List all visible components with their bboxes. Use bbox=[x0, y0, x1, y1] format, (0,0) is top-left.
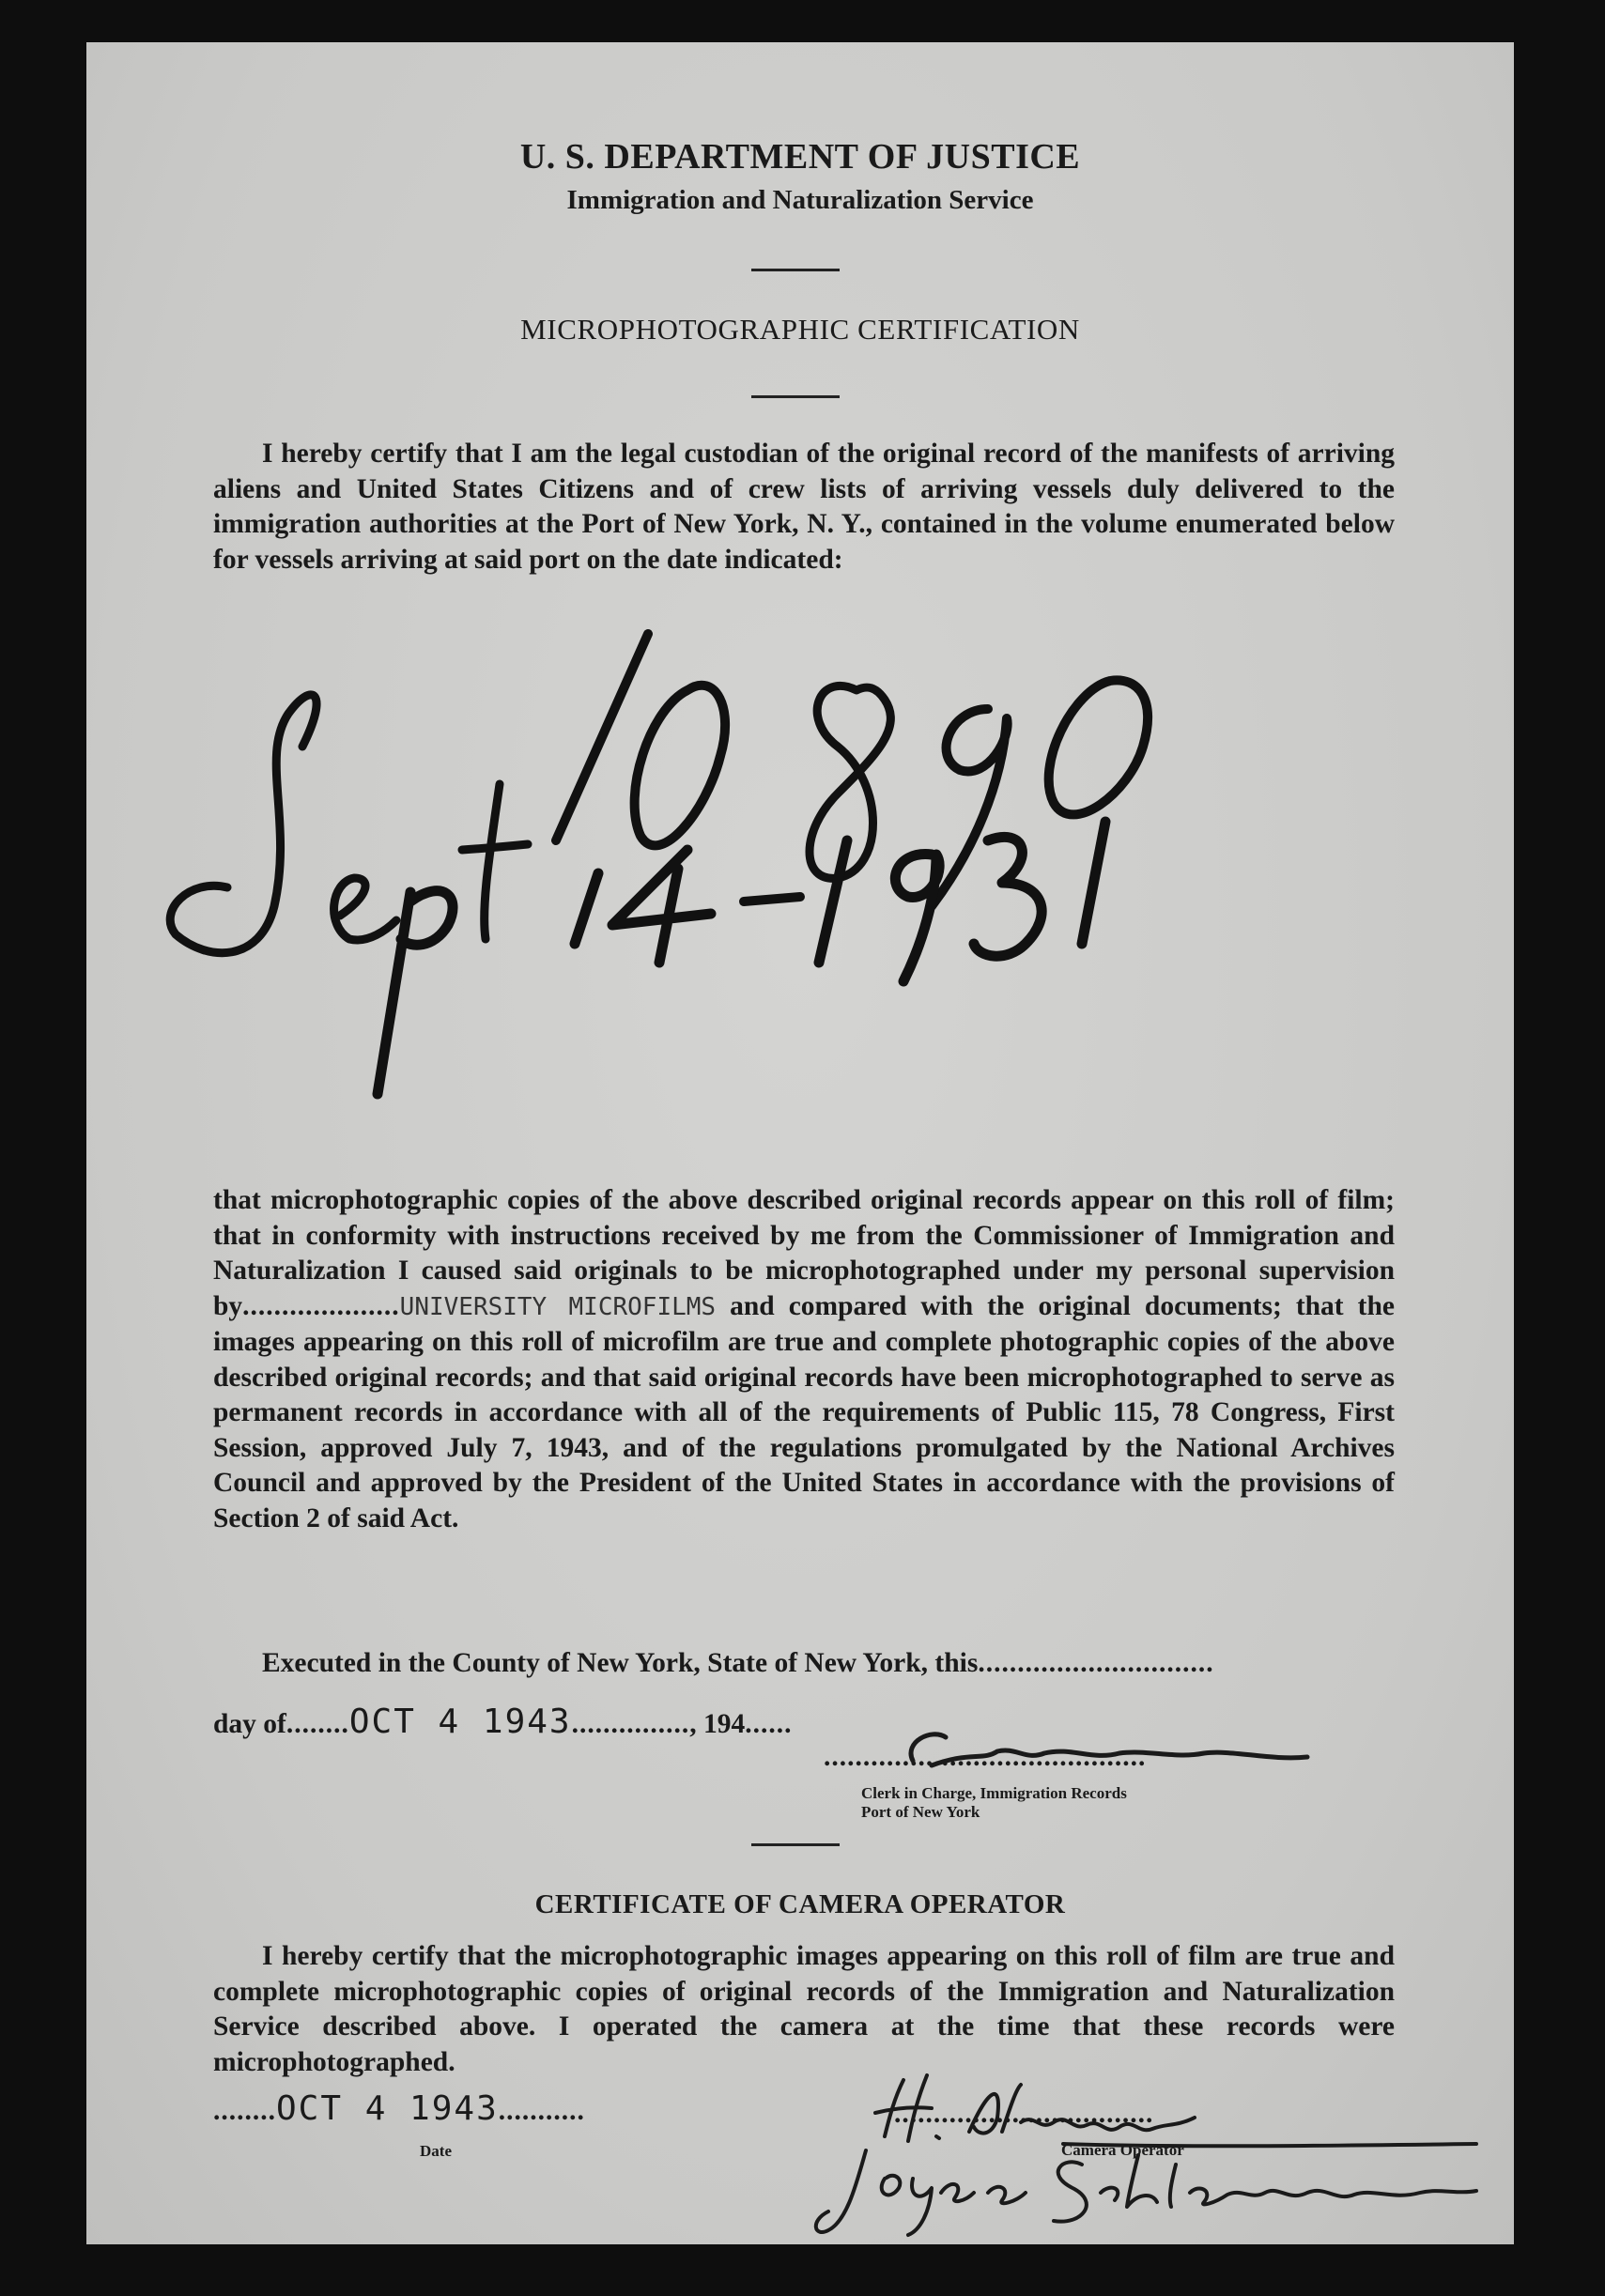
clerk-caption: Clerk in Charge, Immigration Records bbox=[861, 1784, 1127, 1802]
operator-caption: Camera Operator bbox=[1061, 2141, 1184, 2159]
divider bbox=[751, 1843, 840, 1846]
certificate-title: MICROPHOTOGRAPHIC CERTIFICATION bbox=[520, 313, 1080, 346]
custodian-paragraph: I hereby certify that I am the legal custodian of the original record of the manifests of arriving aliens and United States Citizens and of crew lists of arriving vessels duly delivered to the immigration authorities at the Port of New York, N. Y., contained in the volume enumerated below for vessels arriving at said port on the date indicated: bbox=[213, 439, 1395, 575]
date-caption: Date bbox=[420, 2142, 452, 2160]
camera-certificate-title: CERTIFICATE OF CAMERA OPERATOR bbox=[534, 1889, 1066, 1919]
clerk-port: Port of New York bbox=[861, 1803, 980, 1821]
operator-signatures bbox=[800, 2061, 1495, 2244]
divider bbox=[751, 395, 840, 398]
typed-company: UNIVERSITY MICROFILMS bbox=[399, 1292, 717, 1321]
service-subheading: Immigration and Naturalization Service bbox=[566, 185, 1034, 215]
camera-certificate-paragraph: I hereby certify that the microphotographic images appearing on this roll of film are true and complete microphotographic copies of original records of the Immigration and Naturalization Service described above. I operated the camera at the time that these records were microphotographed. bbox=[213, 1941, 1395, 2077]
divider bbox=[751, 269, 840, 271]
stamp-date-2: OCT 4 1943 bbox=[276, 2089, 499, 2128]
certificate-page bbox=[86, 42, 1514, 2244]
stamp-date-1: OCT 4 1943 bbox=[348, 1703, 572, 1741]
operator-signature-line: ................................. bbox=[894, 2099, 1154, 2129]
clerk-signature bbox=[894, 1723, 1326, 1780]
operator-date-line: ........OCT 4 1943........... bbox=[213, 2089, 585, 2128]
agency-heading: U. S. DEPARTMENT OF JUSTICE bbox=[519, 137, 1081, 177]
executed-line: Executed in the County of New York, State of New York, this.............................. bbox=[262, 1648, 1214, 1678]
day-of-line: day of........OCT 4 1943..............., 194...... bbox=[213, 1703, 793, 1741]
copies-paragraph-start: that microphotographic copies of the above described original records appear on this roll of film; that in conformity with instructions received by me from the Commissioner of Immigration and Naturalization I caused said originals to be microphotographed under my personal supervision by bbox=[213, 1185, 1395, 1321]
clerk-signature-line: ......................................... bbox=[824, 1742, 1147, 1772]
handwritten-volume-and-date bbox=[86, 568, 1514, 1188]
copies-paragraph: that microphotographic copies of the above described original records appear on this roll of film; that in conformity with instructions received by me from the Commissioner of Immigration and Naturalization I caused said originals to be microphotographed under my personal supervision by....................UNIVERSITY MICROFILMS and compared with the original documents; that the images appearing on this roll of microfilm are true and complete photographic copies of the above described original records; and that said original records have been microphotographed to serve as permanent records in accordance with all of the requirements of Public 115, 78 Congress, First Session, approved July 7, 1943, and of the regulations promulgated by the National Archives Council and approved by the President of the United States in accordance with the provisions of Section 2 of said Act. bbox=[213, 1185, 1395, 1533]
copies-paragraph-end: and compared with the original documents; that the images appearing on this roll of microfilm are true and complete photographic copies of the above described original records; and that said original records have been microphotographed to serve as permanent records in accordance with all of the requirements of Public 115, 78 Congress, First Session, approved July 7, 1943, and of the regulations promulgated by the National Archives Council and approved by the President of the United States in accordance with the provisions of Section 2 of said Act. bbox=[213, 1290, 1395, 1533]
